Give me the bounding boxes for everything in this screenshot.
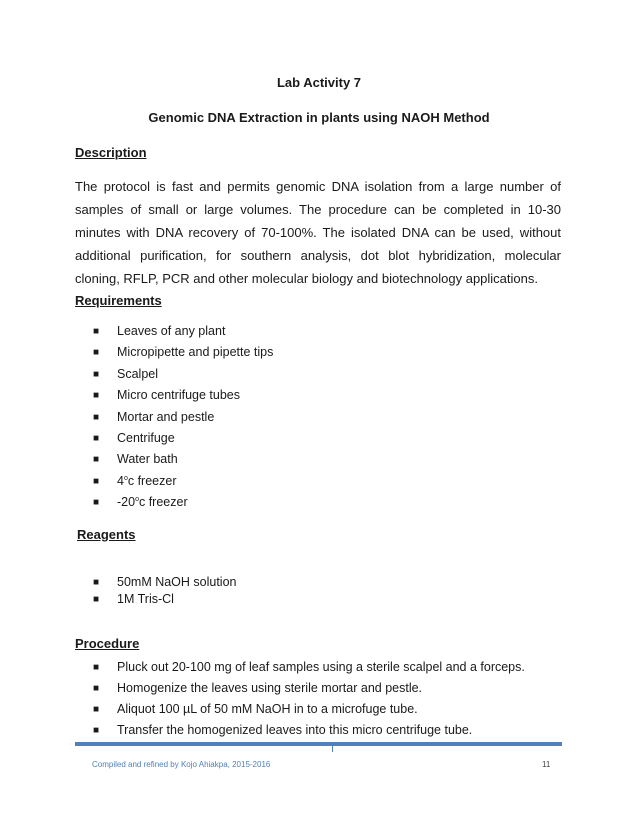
square-bullet-icon: ■ <box>93 704 100 715</box>
requirement-item-4c-freezer: 4$^o$c freezer <box>117 473 177 488</box>
square-bullet-icon: ■ <box>93 577 100 588</box>
requirement-item: Centrifuge <box>117 430 175 445</box>
list-item <box>93 591 237 608</box>
requirement-item: Leaves of any plant <box>117 324 226 338</box>
list-item <box>93 428 273 449</box>
procedure-step: Aliquot 100 µL of 50 mM NaOH in to a microfuge tube. <box>117 702 418 716</box>
footer-divider <box>75 742 562 746</box>
list-item <box>93 492 273 513</box>
list-item <box>93 678 525 699</box>
procedure-heading: Procedure <box>75 636 140 651</box>
square-bullet-icon: ■ <box>93 347 100 359</box>
procedure-step: Homogenize the leaves using sterile mortar and pestle. <box>117 681 423 695</box>
reagent-item: 50mM NaOH solution <box>117 575 237 589</box>
footer-divider-tick <box>332 742 333 752</box>
square-bullet-icon: ■ <box>93 411 100 423</box>
list-item <box>93 321 273 342</box>
reagents-list <box>93 574 237 608</box>
requirement-item: Scalpel <box>117 366 158 381</box>
reagents-heading: Reagents <box>77 527 136 542</box>
list-item <box>93 699 525 720</box>
procedure-step: Pluck out 20-100 mg of leaf samples using a sterile scalpel and a forceps. <box>117 660 525 674</box>
description-paragraph: The protocol is fast and permits genomic DNA isolation from a large number of samples of small or large volumes. The procedure can be completed in 10-30 minutes with DNA recovery of 70-100%. The isolated DNA can be used, without additional purification, for southern analysis, dot blot hybridization, molecular cloning, RFLP, PCR and other molecular biology and biotechnology applications. <box>75 179 561 286</box>
list-item <box>93 574 237 591</box>
page-number: 11 <box>542 760 551 769</box>
page-title: Lab Activity 7 <box>276 75 362 90</box>
requirements-list <box>93 321 273 514</box>
requirement-item: Micro centrifuge tubes <box>117 388 240 403</box>
requirement-item: Water bath <box>117 452 178 467</box>
footer-credit: Compiled and refined by Kojo Ahiakpa, 2015-2016 <box>92 760 271 769</box>
list-item <box>93 657 525 678</box>
square-bullet-icon: ■ <box>93 475 100 487</box>
list-item <box>93 449 273 470</box>
square-bullet-icon: ■ <box>93 725 100 736</box>
procedure-list <box>93 657 525 741</box>
document-subtitle: Genomic DNA Extraction in plants using NAOH Method <box>148 110 490 125</box>
procedure-step: Transfer the homogenized leaves into this micro centrifuge tube. <box>117 723 473 737</box>
requirement-item-20c-freezer: -20$^o$c freezer <box>117 495 188 510</box>
requirement-item: Micropipette and pipette tips <box>117 345 274 360</box>
square-bullet-icon: ■ <box>93 497 100 509</box>
square-bullet-icon: ■ <box>93 594 100 605</box>
list-item <box>93 385 273 406</box>
square-bullet-icon: ■ <box>93 368 100 380</box>
requirements-heading: Requirements <box>75 293 162 308</box>
list-item <box>93 342 273 363</box>
requirement-item: Mortar and pestle <box>117 409 215 424</box>
square-bullet-icon: ■ <box>93 432 100 444</box>
square-bullet-icon: ■ <box>93 662 100 673</box>
square-bullet-icon: ■ <box>93 683 100 694</box>
square-bullet-icon: ■ <box>93 454 100 466</box>
list-item <box>93 407 273 428</box>
list-item <box>93 364 273 385</box>
list-item <box>93 471 273 492</box>
description-heading: Description <box>75 145 147 160</box>
square-bullet-icon: ■ <box>93 326 100 337</box>
list-item <box>93 720 525 741</box>
square-bullet-icon: ■ <box>93 390 100 402</box>
reagent-item: 1M Tris-Cl <box>117 592 174 606</box>
